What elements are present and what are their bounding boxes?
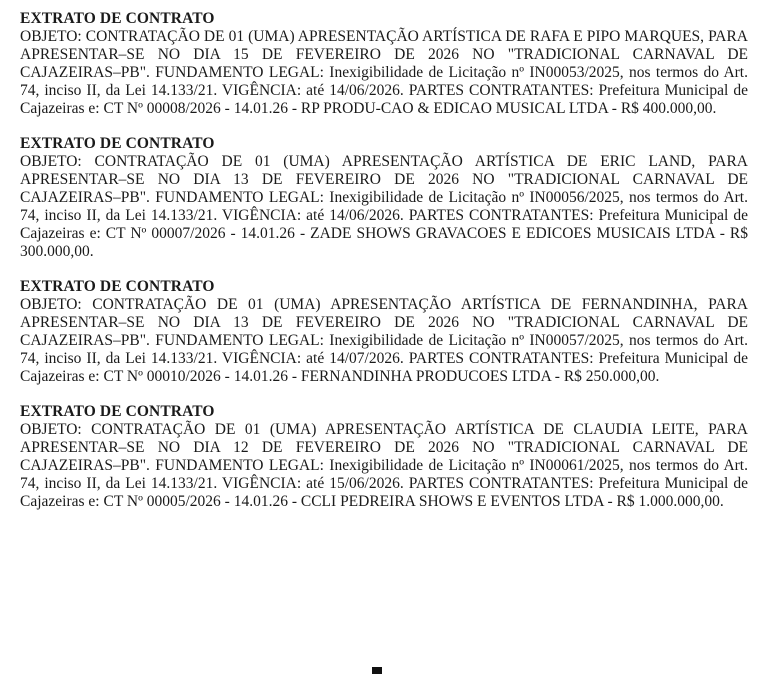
page-edge-mark [372,667,382,674]
contract-extract-fernandinha [20,278,748,386]
document-page [20,10,748,528]
contract-extract-claudia-leite [20,403,748,511]
extract-title: EXTRATO DE CONTRATO [20,403,215,420]
contract-extract-eric-land [20,135,748,261]
extract-title: EXTRATO DE CONTRATO [20,278,215,295]
extract-title: EXTRATO DE CONTRATO [20,135,215,152]
extract-body: OBJETO: CONTRATAÇÃO DE 01 (UMA) APRESENTAÇÃO ARTÍSTICA DE FERNANDINHA, PARA APRESENTAR–SE NO DIA 13 DE FEVEREIRO DE 2026 NO "TRADICIONAL CARNAVAL DE CAJAZEIRAS–PB". FUNDAMENTO LEGAL: Inexigibilidade de Licitação nº IN00057/2025, nos termos do Art. 74, inciso II, da Lei 14.133/21. VIGÊNCIA: até 14/07/2026. PARTES CONTRATANTES: Prefeitura Municipal de Cajazeiras e: CT Nº 00010/2026 - 14.01.26 - FERNANDINHA PRODUCOES LTDA - R$ 250.000,00. [20,296,748,385]
extract-body: OBJETO: CONTRATAÇÃO DE 01 (UMA) APRESENTAÇÃO ARTÍSTICA DE RAFA E PIPO MARQUES, PARA APRESENTAR–SE NO DIA 15 DE FEVEREIRO DE 2026 NO "TRADICIONAL CARNAVAL DE CAJAZEIRAS–PB". FUNDAMENTO LEGAL: Inexigibilidade de Licitação nº IN00053/2025, nos termos do Art. 74, inciso II, da Lei 14.133/21. VIGÊNCIA: até 14/06/2026. PARTES CONTRATANTES: Prefeitura Municipal de Cajazeiras e: CT Nº 00008/2026 - 14.01.26 - RP PRODU-CAO & EDICAO MUSICAL LTDA - R$ 400.000,00. [20,28,748,117]
contract-extract-rafa-e-pipo-marques [20,10,748,118]
extract-body: OBJETO: CONTRATAÇÃO DE 01 (UMA) APRESENTAÇÃO ARTÍSTICA DE ERIC LAND, PARA APRESENTAR–SE NO DIA 13 DE FEVEREIRO DE 2026 NO "TRADICIONAL CARNAVAL DE CAJAZEIRAS–PB". FUNDAMENTO LEGAL: Inexigibilidade de Licitação nº IN00056/2025, nos termos do Art. 74, inciso II, da Lei 14.133/21. VIGÊNCIA: até 14/06/2026. PARTES CONTRATANTES: Prefeitura Municipal de Cajazeiras e: CT Nº 00007/2026 - 14.01.26 - ZADE SHOWS GRAVACOES E EDICOES MUSICAIS LTDA - R$ 300.000,00. [20,153,748,260]
extract-body: OBJETO: CONTRATAÇÃO DE 01 (UMA) APRESENTAÇÃO ARTÍSTICA DE CLAUDIA LEITE, PARA APRESENTAR–SE NO DIA 12 DE FEVEREIRO DE 2026 NO "TRADICIONAL CARNAVAL DE CAJAZEIRAS–PB". FUNDAMENTO LEGAL: Inexigibilidade de Licitação nº IN00061/2025, nos termos do Art. 74, inciso II, da Lei 14.133/21. VIGÊNCIA: até 15/06/2026. PARTES CONTRATANTES: Prefeitura Municipal de Cajazeiras e: CT Nº 00005/2026 - 14.01.26 - CCLI PEDREIRA SHOWS E EVENTOS LTDA - R$ 1.000.000,00. [20,421,748,510]
extract-title: EXTRATO DE CONTRATO [20,10,215,27]
